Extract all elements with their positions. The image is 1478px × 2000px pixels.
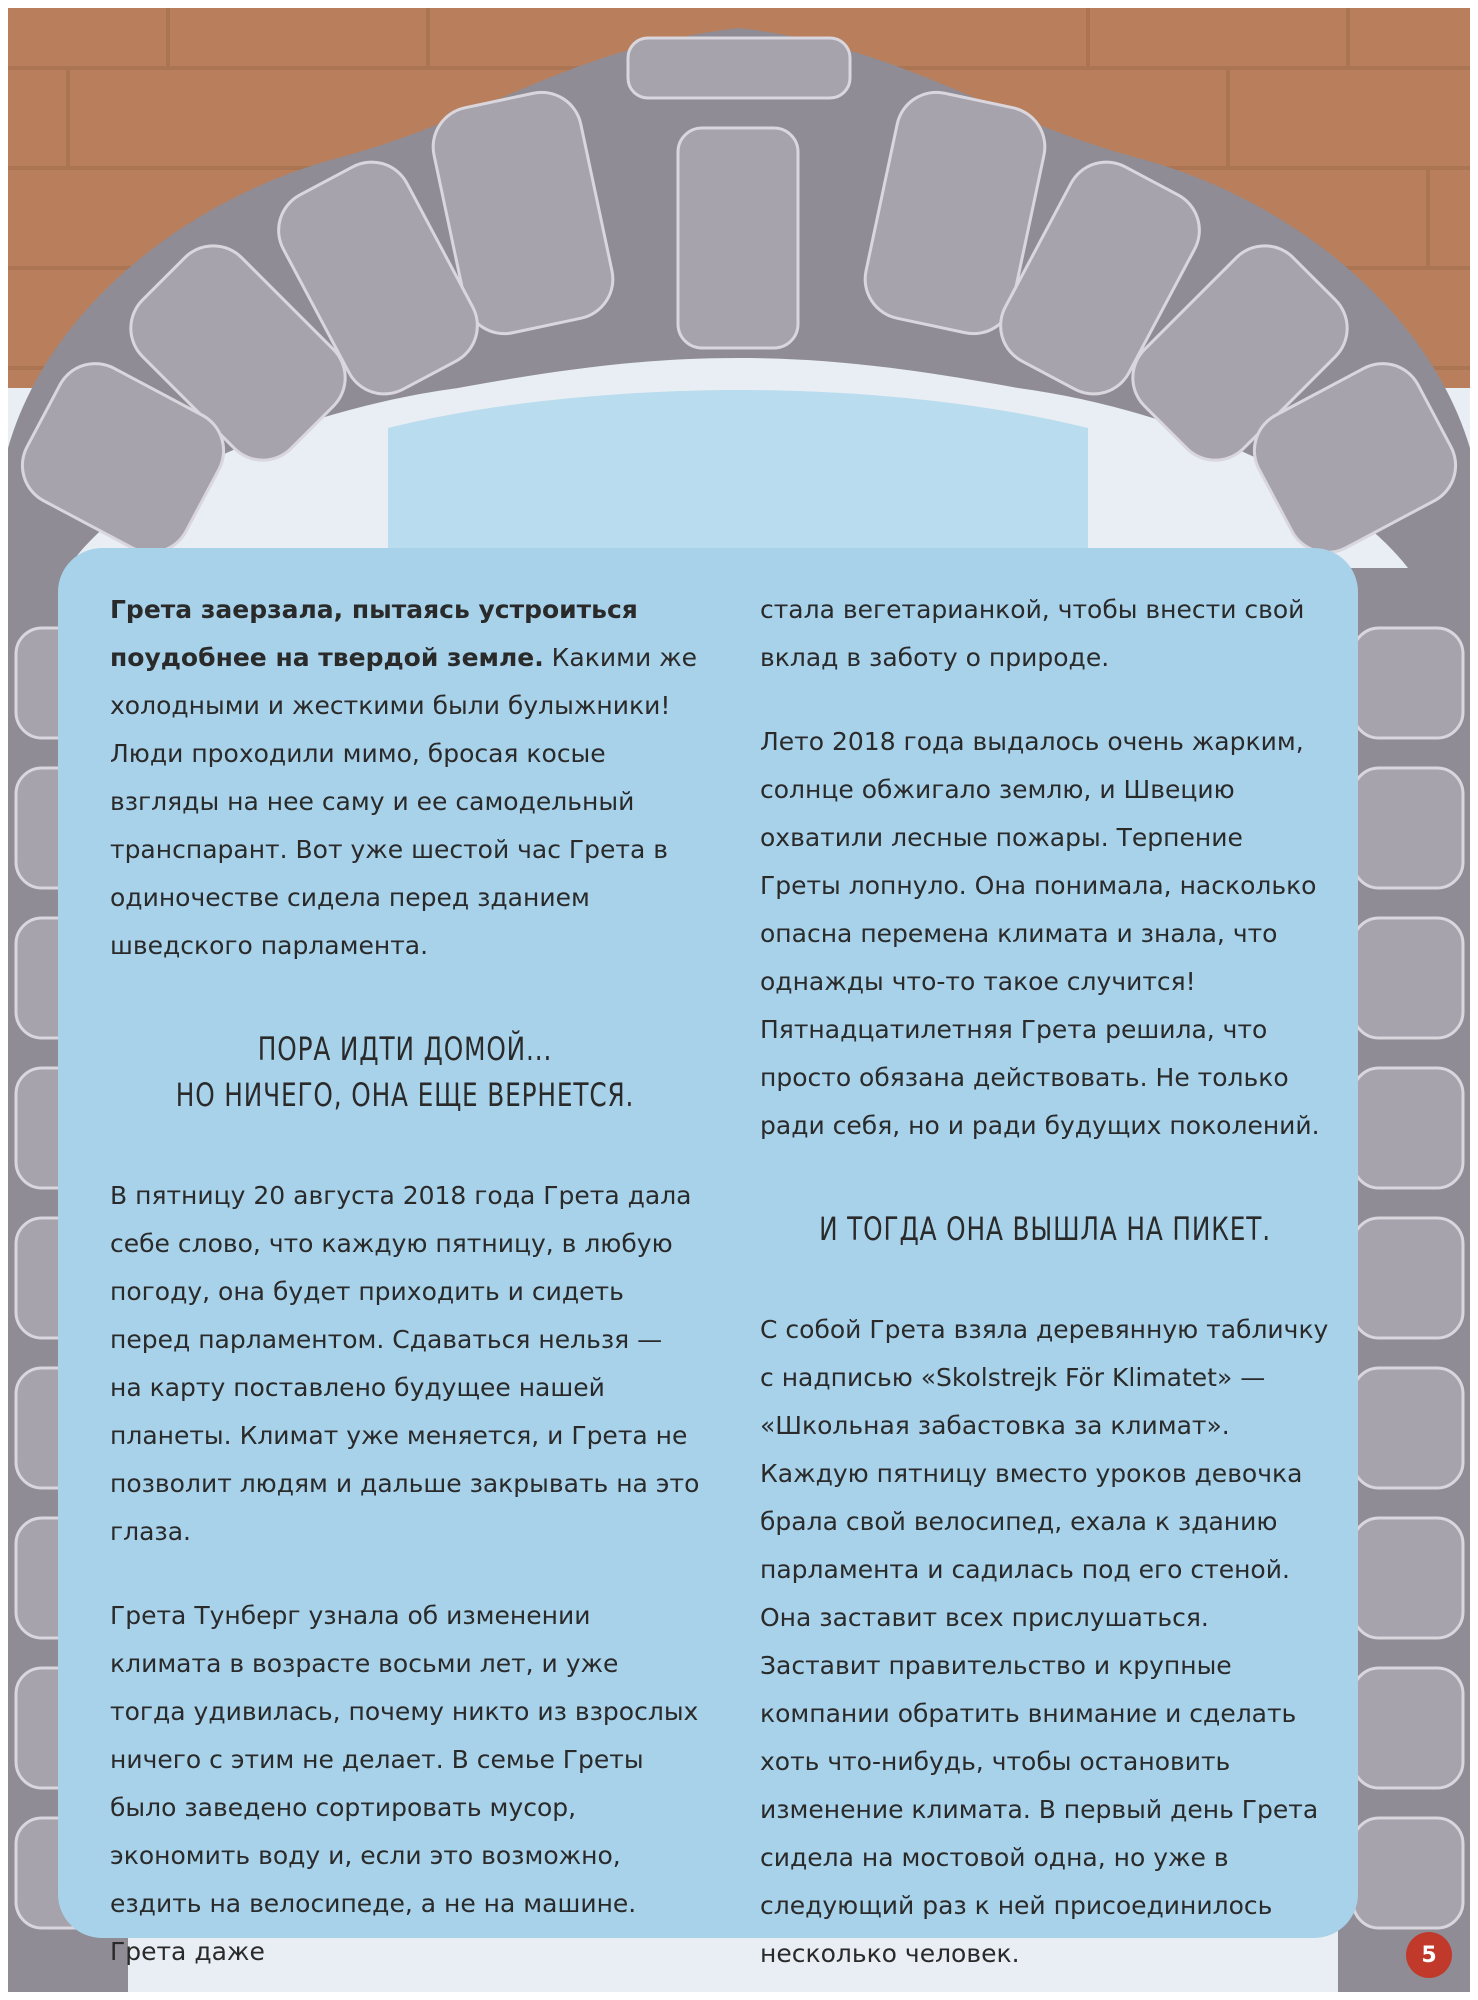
left-column xyxy=(110,586,700,1992)
paragraph-learned: Грета Тунберг узнала об изменении климата в возрасте восьми лет, и уже тогда удивилась, почему никто из взрослых ничего с этим не делает. В семье Греты было заведено сортировать мусор, экономить воду и, если это возможно, ездить на велосипеде, а не на машине. Грета даже xyxy=(110,1601,699,1966)
heading-line-2: НО НИЧЕГО, ОНА ЕЩЕ ВЕРНЕТСЯ. xyxy=(175,1076,635,1114)
intro-text: Какими же холодными и жесткими были булыжники! Люди проходили мимо, бросая косые взгляды на нее саму и ее самодельный транспарант. Вот уже шестой час Грета в одиночестве сидела перед зданием шведского парламента. xyxy=(110,643,698,960)
paragraph-vegetarian: стала вегетарианкой, чтобы внести свой вклад в заботу о природе. xyxy=(760,595,1305,672)
paragraph-intro xyxy=(110,586,700,970)
intro-bold-text: Грета заерзала, пытаясь устроиться поудобнее на твердой земле. xyxy=(110,595,638,672)
right-column xyxy=(760,586,1330,1992)
paragraph-summer: Лето 2018 года выдалось очень жарким, солнце обжигало землю, и Швецию охватили лесные пожары. Терпение Греты лопнуло. Она понимала, насколько опасна перемена климата и знала, что однажды что-то такое случится! Пятнадцатилетняя Грета решила, что просто обязана действовать. Не только ради себя, но и ради будущих поколений. xyxy=(760,727,1320,1140)
section-heading-home xyxy=(151,1026,658,1118)
text-panel xyxy=(58,548,1358,1968)
section-heading-picket: И ТОГДА ОНА ВЫШЛА НА ПИКЕТ. xyxy=(819,1210,1271,1248)
paragraph-friday: В пятницу 20 августа 2018 года Грета дала себе слово, что каждую пятницу, в любую погоду, она будет приходить и сидеть перед парламентом. Сдаваться нельзя — на карту поставлено будущее нашей планеты. Климат уже меняется, и Грета не позволит людям и дальше закрывать на это глаза. xyxy=(110,1181,700,1546)
heading-line-1: ПОРА ИДТИ ДОМОЙ... xyxy=(257,1030,553,1068)
page-number-badge: 5 xyxy=(1406,1932,1452,1978)
paragraph-sign: С собой Грета взяла деревянную табличку с надписью «Skolstrejk För Klimatet» — «Школьная забастовка за климат». Каждую пятницу вместо уроков девочка брала свой велосипед, ехала к зданию парламента и садилась под его стеной. Она заставит всех прислушаться. Заставит правительство и крупные компании обратить внимание и сделать хоть что-нибудь, чтобы остановить изменение климата. В первый день Грета сидела на мостовой одна, но уже в следующий раз к ней присоединилось несколько человек. xyxy=(760,1315,1329,1968)
book-page xyxy=(8,8,1470,1992)
